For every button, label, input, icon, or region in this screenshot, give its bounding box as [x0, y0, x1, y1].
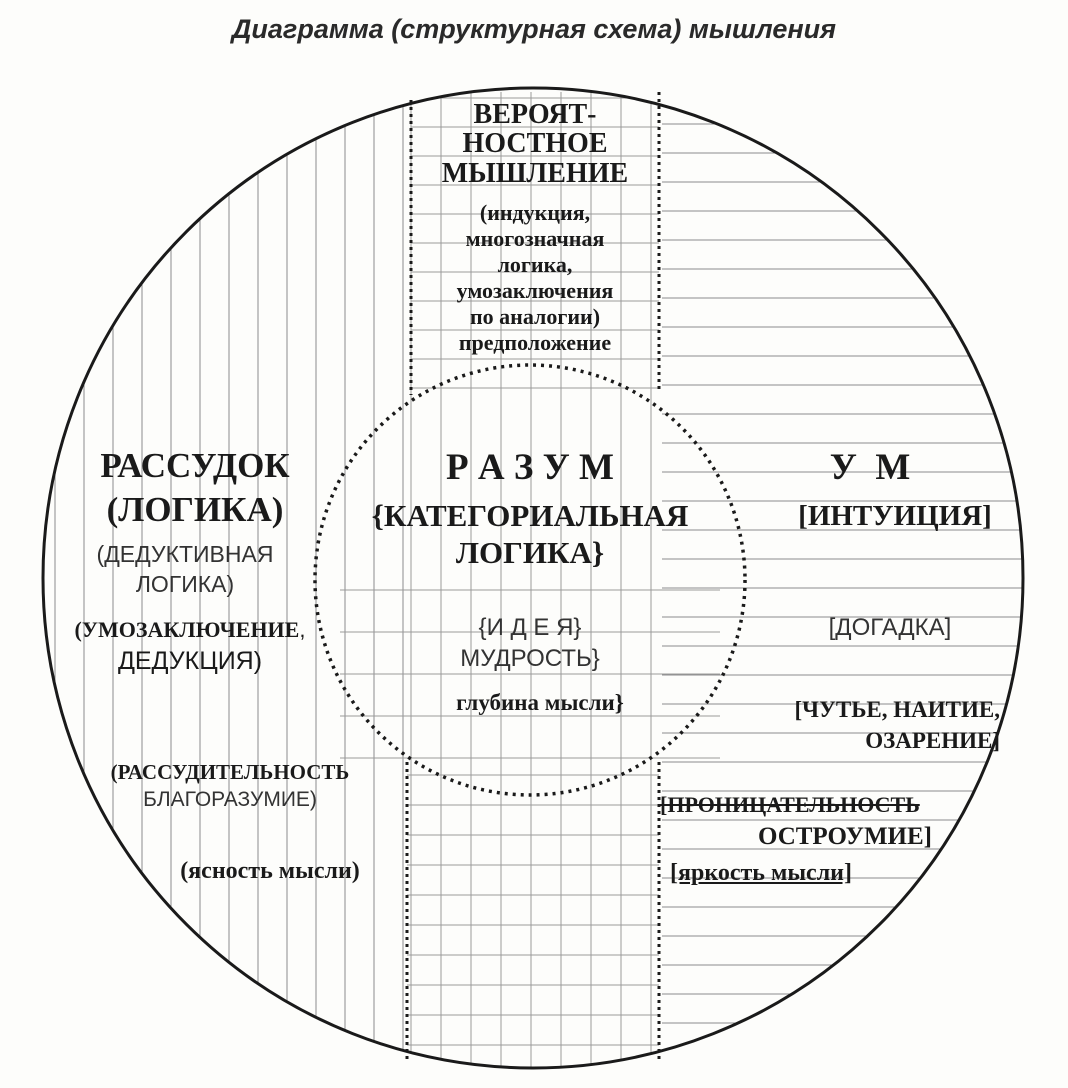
- insight-line: [ПРОНИЦАТЕЛЬНОСТЬ: [660, 792, 920, 817]
- wit-line: ОСТРОУМИЕ]: [757, 822, 932, 850]
- intuition-label: [ИНТУИЦИЯ]: [798, 500, 992, 532]
- probabilistic-assumption: предположение: [458, 329, 612, 355]
- probabilistic-detail-line: многозначная: [465, 225, 605, 251]
- reason-heading: Р А З У М: [446, 447, 614, 488]
- categorial-logic-line: {КАТЕГОРИАЛЬНАЯ: [371, 498, 689, 533]
- depth-label: глубина мысли}: [456, 690, 624, 715]
- mind-heading: У М: [829, 447, 911, 488]
- page-title: Диаграмма (структурная схема) мышления: [231, 14, 837, 44]
- idea-label: [390, 612, 670, 674]
- probabilistic-details: [385, 200, 685, 356]
- flair-line: ОЗАРЕНИЕ]: [865, 728, 1000, 754]
- probabilistic-detail-line: логика,: [497, 251, 573, 277]
- flair-line: [ЧУТЬЕ, НАИТИЕ,: [794, 697, 1000, 722]
- probabilistic-detail-line: (индукция,: [479, 200, 591, 225]
- probabilistic-detail-line: умозаключения: [456, 277, 614, 303]
- clarity-label: (ясность мысли): [180, 858, 360, 884]
- deductive-logic-label: [45, 540, 325, 600]
- right-region-horizontal-hatch: [662, 95, 1040, 1052]
- deductive-logic-line: (ДЕДУКТИВНАЯ: [96, 541, 274, 567]
- insight-label: [660, 790, 950, 853]
- probabilistic-heading: [385, 100, 685, 188]
- left-heading: [45, 444, 345, 532]
- wisdom-line: МУДРОСТЬ}: [460, 645, 600, 673]
- inference-label: [40, 616, 340, 677]
- brightness-label: [яркость мысли]: [670, 860, 852, 886]
- categorial-logic-line: ЛОГИКА}: [455, 535, 605, 571]
- probabilistic-heading-line: НОСТНОЕ: [462, 128, 608, 160]
- probabilistic-detail-line: по аналогии): [469, 303, 601, 329]
- reason-inner-circle: [315, 365, 745, 795]
- deduction-text: ДЕДУКЦИЯ): [117, 646, 263, 675]
- inference-text: (УМОЗАКЛЮЧЕНИЕ: [74, 617, 300, 642]
- deductive-logic-line: ЛОГИКА): [135, 570, 235, 597]
- probabilistic-heading-line: ВЕРОЯТ-: [473, 99, 597, 130]
- probabilistic-heading-line: МЫШЛЕНИЕ: [441, 157, 629, 189]
- prudence-bold-text: (РАССУДИТЕЛЬНОСТЬ: [110, 760, 350, 784]
- left-heading-line: (ЛОГИКА): [106, 489, 284, 529]
- prudence-plain-text: БЛАГОРАЗУМИЕ): [143, 788, 317, 812]
- flair-label: [720, 694, 1000, 756]
- inference-comma: ,: [299, 617, 306, 642]
- idea-line: {И Д Е Я}: [478, 614, 582, 641]
- categorial-logic-label: [310, 497, 750, 571]
- prudence-label: [60, 758, 400, 815]
- guess-label: [ДОГАДКА]: [828, 614, 952, 641]
- left-heading-line: РАССУДОК: [100, 446, 290, 485]
